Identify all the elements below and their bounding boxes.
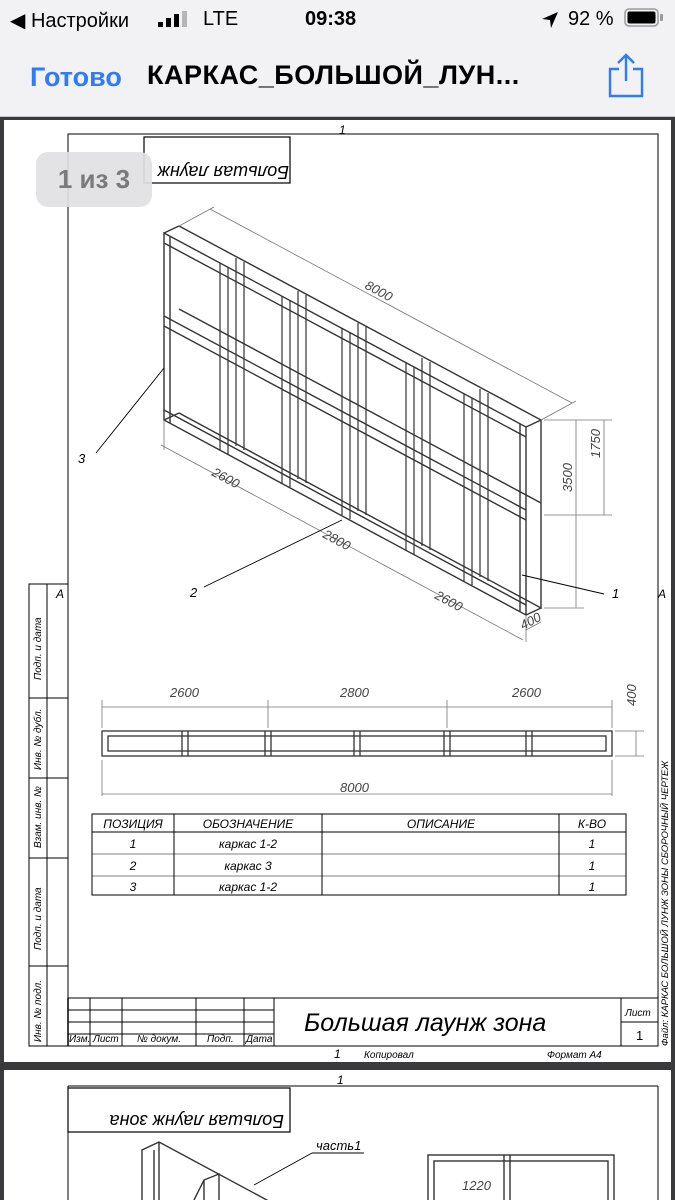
- pdf-page-2[interactable]: [4, 1070, 671, 1200]
- assembly-drawing: [4, 120, 671, 1062]
- iso-dim-1750: 1750: [588, 429, 603, 458]
- done-button[interactable]: Готово: [30, 62, 122, 92]
- leader-3: [96, 368, 164, 453]
- th-designation: ОБОЗНАЧЕНИЕ: [202, 817, 294, 831]
- tb-col-sign: Подп.: [207, 1034, 234, 1045]
- clock: 09:38: [305, 8, 357, 30]
- partial-frame-view: [142, 1142, 614, 1200]
- table-cell: 1: [588, 880, 596, 894]
- back-app-label: Настройки: [30, 10, 130, 32]
- zone-right: A: [658, 587, 667, 601]
- leader-2: [204, 520, 342, 587]
- sheet2-top-number: 1: [337, 1073, 344, 1087]
- tb-col-date: Дата: [246, 1034, 273, 1045]
- dim-1220: 1220: [462, 1178, 491, 1193]
- table-cell: каркас 1-2: [218, 837, 278, 851]
- callout-1: 1: [612, 586, 620, 601]
- battery-icon: [624, 8, 664, 28]
- callout-part1: часть1: [316, 1138, 362, 1153]
- tb-copied: Копировал: [364, 1050, 414, 1061]
- page-indicator: 1 из 3: [36, 152, 152, 207]
- tb-sheet-label: Лист: [625, 1008, 651, 1019]
- tb-format: Формат А4: [547, 1050, 602, 1061]
- signal-icon: [158, 11, 188, 27]
- table-cell: каркас 3: [224, 859, 272, 873]
- tb-sheet-value: 1: [636, 1028, 644, 1043]
- isometric-frame-view: [164, 226, 541, 615]
- table-row: 1: [129, 837, 137, 851]
- document-title: КАРКАС_БОЛЬШОЙ_ЛУН...: [147, 60, 520, 90]
- top-dim-400: 400: [624, 684, 639, 706]
- file-label: Файл: КАРКАС БОЛЬШОЙ ЛУНЖ ЗОНЫ СБОРОЧНЫЙ ЧЕРТЕЖ: [660, 760, 671, 1046]
- callout-2: 2: [190, 585, 198, 600]
- table-row: 3: [129, 880, 137, 894]
- battery-percent: 92 %: [568, 8, 614, 30]
- iso-dim-2800: 2800: [320, 526, 354, 554]
- top-dim-2600b: 2600: [512, 685, 541, 700]
- tb-bottom-number: 1: [334, 1047, 341, 1061]
- table-cell: 1: [588, 837, 596, 851]
- share-icon[interactable]: [608, 52, 644, 98]
- isometric-dimensions: [161, 207, 612, 642]
- drawing-title: Большая лаунж зона: [304, 1009, 547, 1037]
- mirrored-label-2: Большая лаунж зона: [109, 1111, 284, 1131]
- stamp-2: Инв. № дубл.: [33, 708, 44, 770]
- stamp-5: Инв. № подл.: [33, 979, 44, 1042]
- assembly-drawing-2: [4, 1070, 671, 1200]
- th-qty: К-ВО: [577, 817, 607, 831]
- back-to-app-link[interactable]: ◀ Настройки: [10, 10, 130, 32]
- location-arrow-icon: [541, 11, 559, 29]
- table-row: 2: [129, 859, 137, 873]
- top-view: [102, 731, 612, 756]
- zone-left: A: [56, 587, 65, 601]
- side-stamp-column: [29, 584, 68, 1046]
- th-position: ПОЗИЦИЯ: [103, 817, 163, 831]
- iso-dim-8000: 8000: [362, 277, 396, 305]
- mirrored-label: Большая лаунж: [157, 162, 289, 182]
- top-view-dimensions: [102, 700, 644, 796]
- sheet-top-number: 1: [339, 123, 346, 137]
- table-cell: 1: [588, 859, 596, 873]
- status-bar: [0, 0, 675, 38]
- navigation-bar: [0, 38, 675, 117]
- tb-col-doc: № докум.: [137, 1034, 182, 1045]
- iso-dim-3500: 3500: [560, 463, 575, 492]
- parts-table: [92, 814, 626, 895]
- iso-dim-400: 400: [517, 609, 544, 633]
- stamp-1: Подп. и дата: [33, 617, 44, 680]
- top-dim-8000: 8000: [340, 780, 369, 795]
- top-dim-2600a: 2600: [170, 685, 199, 700]
- table-cell: каркас 1-2: [218, 880, 278, 894]
- iso-dim-2600b: 2600: [432, 587, 466, 615]
- iso-dim-2600a: 2600: [209, 464, 243, 492]
- stamp-3: Взам. инв. №: [33, 786, 44, 848]
- tb-col-list: Лист: [93, 1034, 119, 1045]
- tb-col-izm: Изм.: [69, 1034, 91, 1045]
- top-dim-2800: 2800: [340, 685, 369, 700]
- network-type: LTE: [203, 8, 239, 30]
- stamp-4: Подп. и дата: [33, 887, 44, 950]
- callout-3: 3: [78, 451, 86, 466]
- leader-1: [522, 575, 604, 594]
- pdf-page-1[interactable]: [4, 120, 671, 1062]
- th-description: ОПИСАНИЕ: [406, 817, 476, 831]
